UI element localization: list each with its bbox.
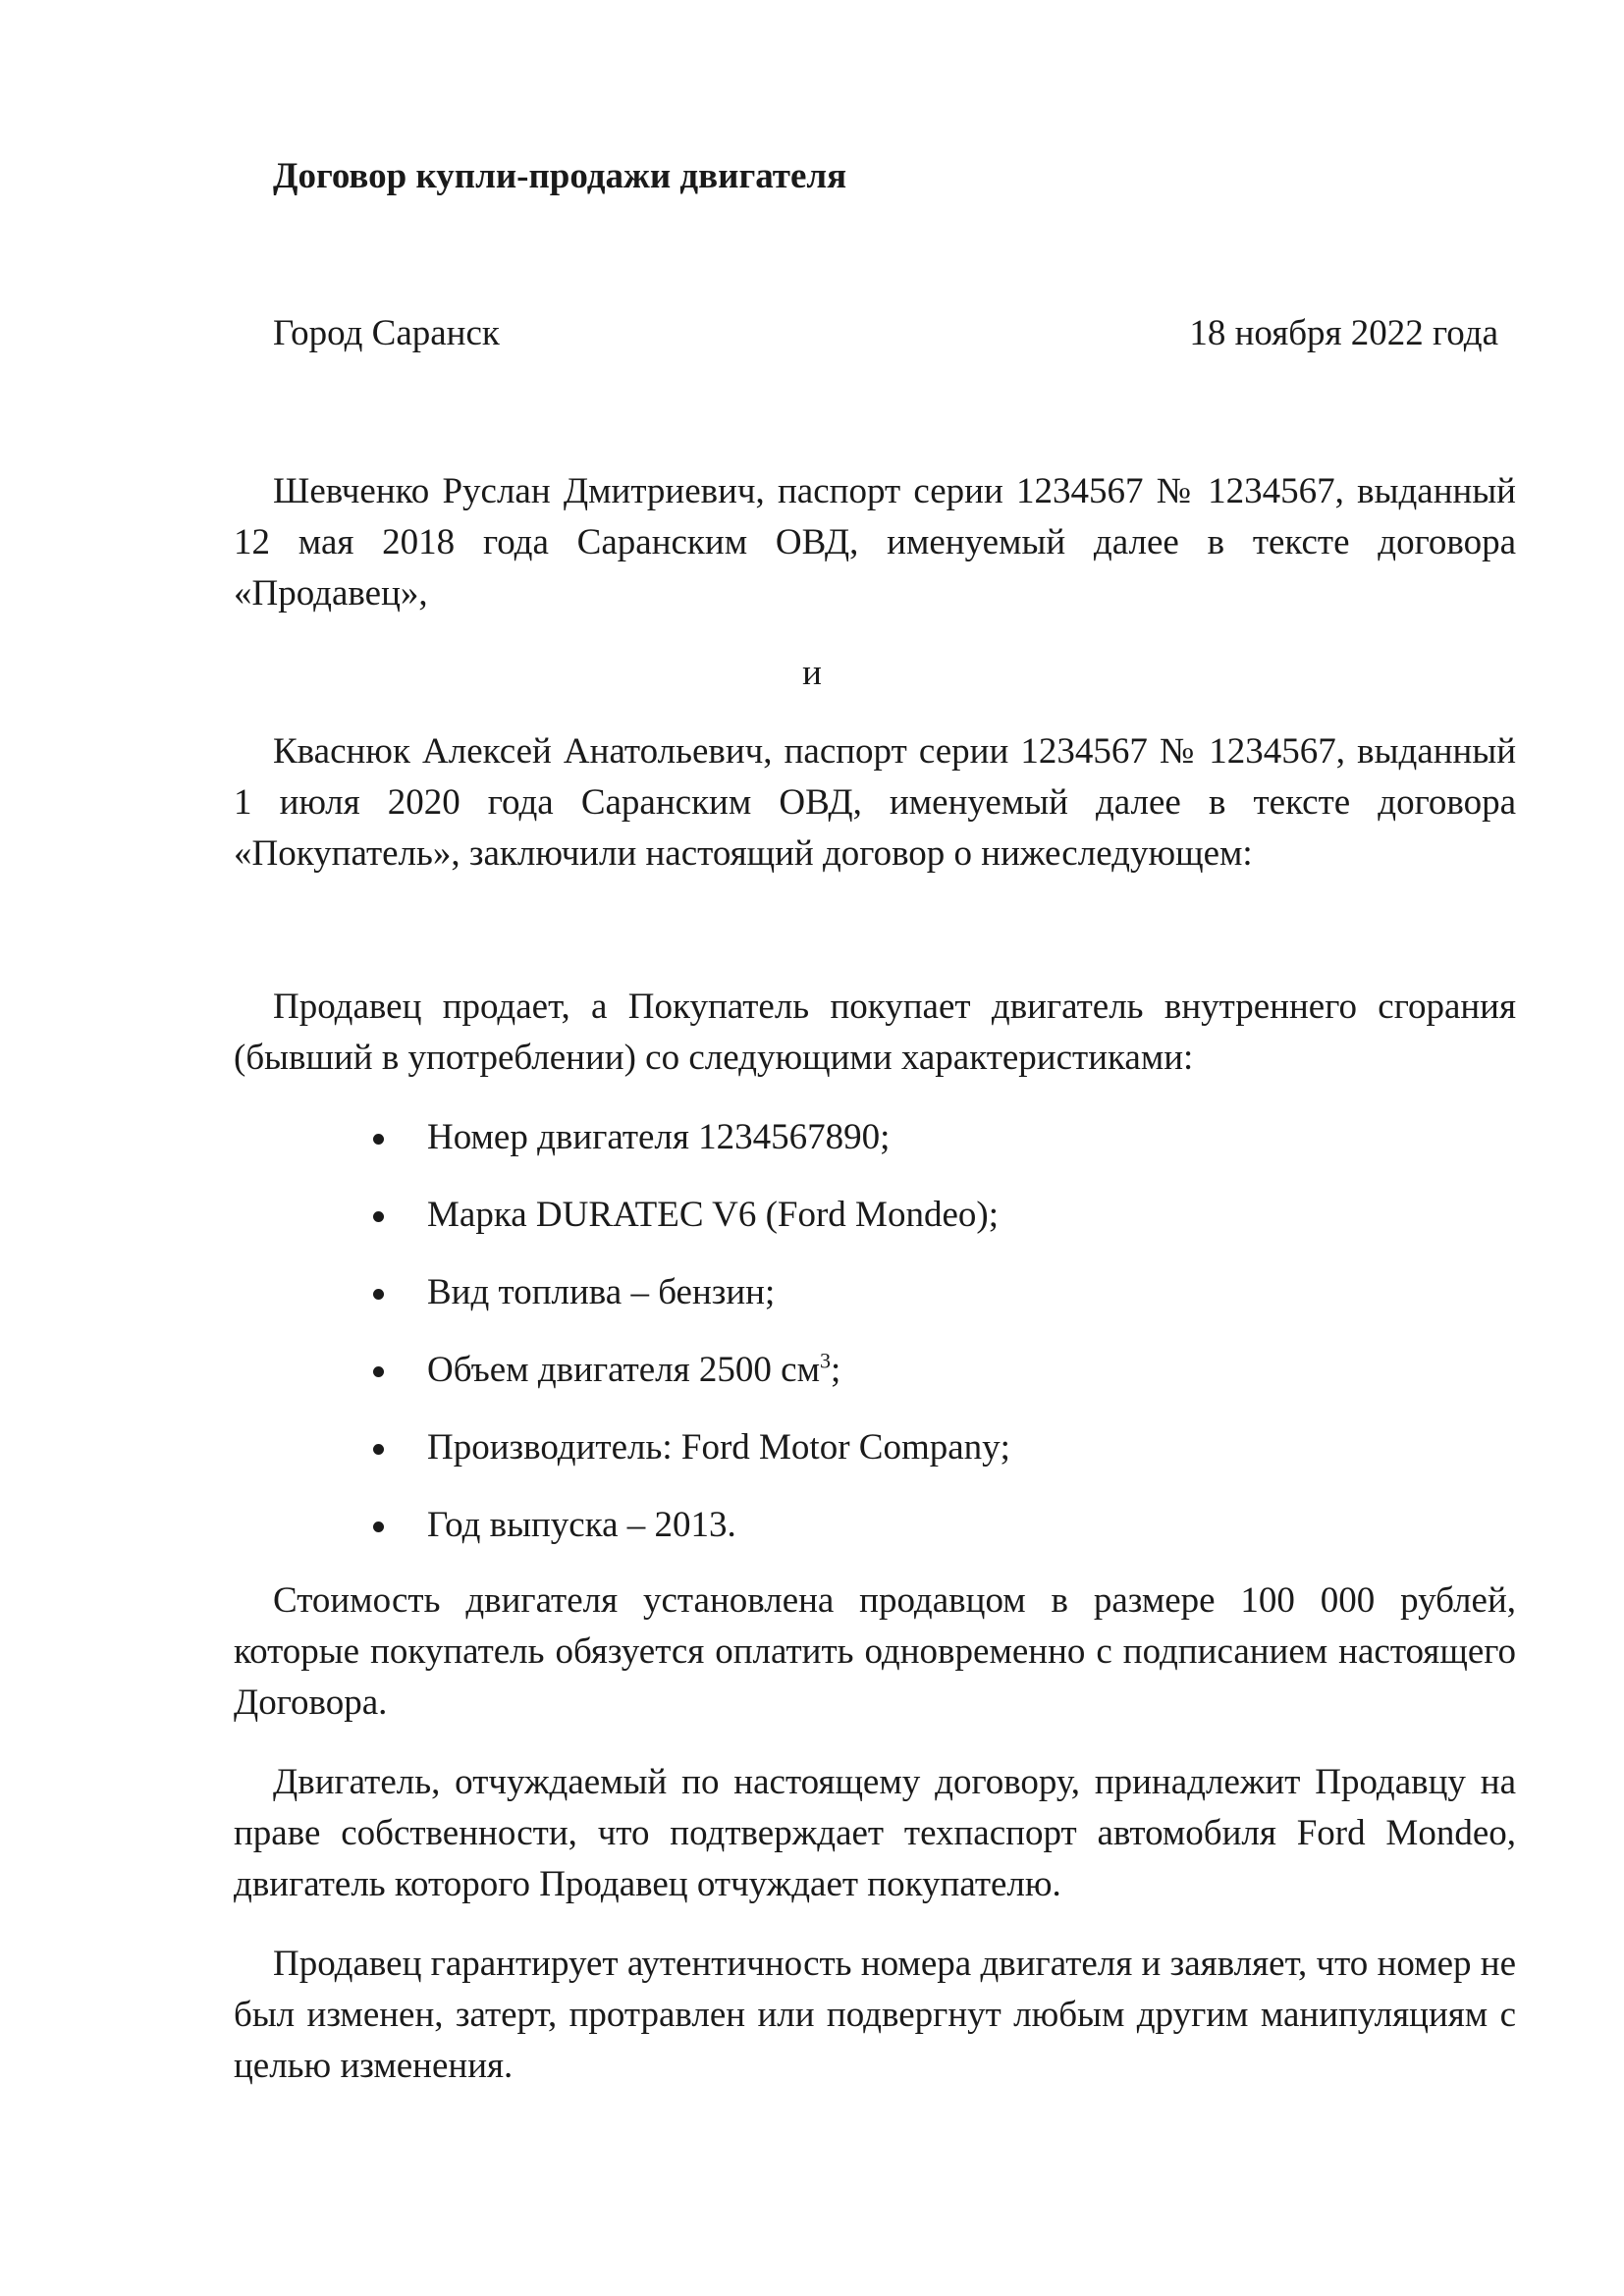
subject-paragraph: Продавец продает, а Покупатель покупает двигатель внутреннего сгорания (бывший в употреблении) со следующими характеристиками: xyxy=(234,987,1516,1078)
spec-text: Вид топлива – бензин; xyxy=(427,1272,776,1312)
bullet-icon xyxy=(373,1134,384,1145)
ownership-paragraph: Двигатель, отчуждаемый по настоящему договору, принадлежит Продавцу на праве собственности, что подтверждает техпаспорт автомобиля Ford Mondeo, двигатель которого Продавец отчуждает покупателю. xyxy=(234,1762,1516,1904)
spec-item xyxy=(373,1267,1010,1345)
spec-item xyxy=(373,1112,1010,1190)
bullet-icon xyxy=(373,1366,384,1377)
bullet-icon xyxy=(373,1289,384,1300)
contract-date: 18 ноября 2022 года xyxy=(1189,313,1498,353)
engine-specs-list xyxy=(373,1112,1010,1577)
bullet-icon xyxy=(373,1211,384,1222)
spec-text: Объем двигателя 2500 см xyxy=(427,1350,820,1390)
spec-item xyxy=(373,1422,1010,1500)
spec-suffix: ; xyxy=(831,1350,841,1390)
spec-text: Номер двигателя 1234567890; xyxy=(427,1117,891,1157)
spec-text: Год выпуска – 2013. xyxy=(427,1505,736,1545)
buyer-paragraph: Кваснюк Алексей Анатольевич, паспорт серии 1234567 № 1234567, выданный 1 июля 2020 года Саранским ОВД, именуемый далее в тексте договора «Покупатель», заключили настоящий договор о нижеследующем: xyxy=(234,731,1516,874)
spec-superscript: 3 xyxy=(820,1348,831,1373)
price-paragraph: Стоимость двигателя установлена продавцом в размере 100 000 рублей, которые покупатель обязуется оплатить одновременно с подписанием настоящего Договора. xyxy=(234,1580,1516,1723)
document-title: Договор купли-продажи двигателя xyxy=(273,156,847,196)
spec-item xyxy=(373,1190,1010,1267)
spec-item xyxy=(373,1500,1010,1577)
bullet-icon xyxy=(373,1522,384,1532)
conjunction: и xyxy=(802,653,822,693)
spec-item xyxy=(373,1345,1010,1422)
spec-text: Производитель: Ford Motor Company; xyxy=(427,1427,1010,1468)
seller-paragraph: Шевченко Руслан Дмитриевич, паспорт серии 1234567 № 1234567, выданный 12 мая 2018 года Саранским ОВД, именуемый далее в тексте договора «Продавец», xyxy=(234,471,1516,614)
contract-city: Город Саранск xyxy=(273,313,500,353)
bullet-icon xyxy=(373,1444,384,1455)
spec-text: Марка DURATEC V6 (Ford Mondeo); xyxy=(427,1195,999,1235)
guarantee-paragraph: Продавец гарантирует аутентичность номера двигателя и заявляет, что номер не был изменен, затерт, протравлен или подвергнут любым другим манипуляциям с целью изменения. xyxy=(234,1944,1516,2086)
